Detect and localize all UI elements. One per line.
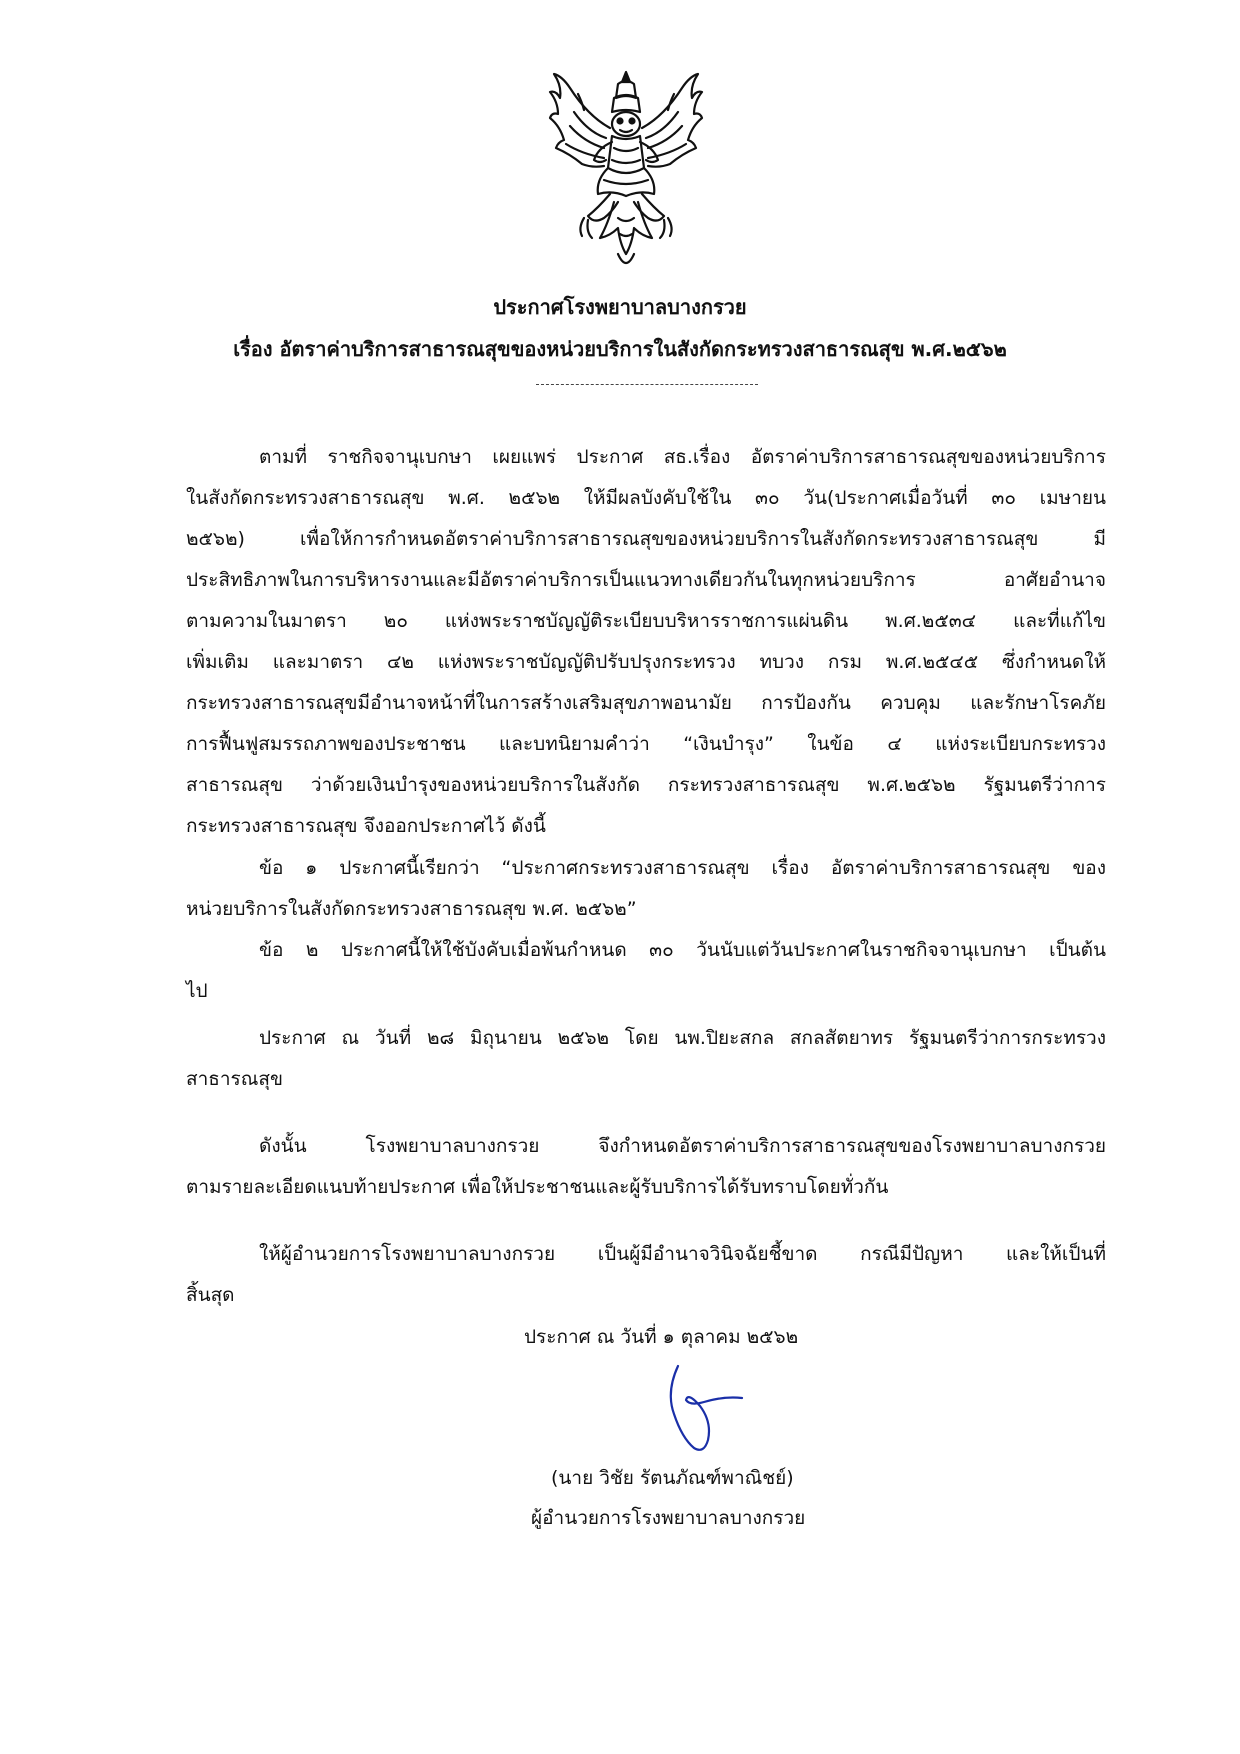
handwritten-signature [664,1362,744,1454]
signer-position: ผู้อำนวยการโรงพยาบาลบางกรวย [531,1507,806,1529]
hospital-paragraph-line: ตามรายละเอียดแนบท้ายประกาศ เพื่อให้ประชาชนและผู้รับบริการได้รับทราบโดยทั่วกัน [186,1176,889,1198]
garuda-emblem-icon [548,68,704,274]
clause-2-line: ไป [186,980,208,1002]
body-line: สาธารณสุข ว่าด้วยเงินบำรุงของหน่วยบริการในสังกัด กระทรวงสาธารณสุข พ.ศ.๒๕๖๒ รัฐมนตรีว่าการ [186,774,1106,796]
body-line: กระทรวงสาธารณสุขมีอำนาจหน้าที่ในการสร้างเสริมสุขภาพอนามัย การป้องกัน ควบคุม และรักษาโรคภัย [186,692,1106,714]
announced-line: สาธารณสุข [186,1068,283,1090]
signer-name: (นาย วิชัย รัตนภัณฑ์พาณิชย์) [551,1467,794,1489]
body-line: ตามความในมาตรา ๒๐ แห่งพระราชบัญญัติระเบียบบริหารราชการแผ่นดิน พ.ศ.๒๕๓๔ และที่แก้ไข [186,610,1106,632]
clause-1-line: ข้อ ๑ ประกาศนี้เรียกว่า “ประกาศกระทรวงสาธารณสุข เรื่อง อัตราค่าบริการสาธารณสุข ของ [259,857,1106,879]
authority-paragraph-line: ให้ผู้อำนวยการโรงพยาบาลบางกรวย เป็นผู้มีอำนาจวินิจฉัยชี้ขาด กรณีมีปัญหา และให้เป็นที่ [259,1243,1106,1265]
body-line: เพิ่มเติม และมาตรา ๔๒ แห่งพระราชบัญญัติปรับปรุงกระทรวง ทบวง กรม พ.ศ.๒๕๔๕ ซึ่งกำหนดให้ [186,651,1106,673]
clause-2-line: ข้อ ๒ ประกาศนี้ให้ใช้บังคับเมื่อพ้นกำหนด ๓๐ วันนับแต่วันประกาศในราชกิจจานุเบกษา เป็นต้น [259,939,1106,961]
body-line: ตามที่ ราชกิจจานุเบกษา เผยแพร่ ประกาศ สธ.เรื่อง อัตราค่าบริการสาธารณสุขของหน่วยบริการ [259,446,1106,468]
body-line: ในสังกัดกระทรวงสาธารณสุข พ.ศ. ๒๕๖๒ ให้มีผลบังคับใช้ใน ๓๐ วัน(ประกาศเมื่อวันที่ ๓๐ เมษายน [186,487,1106,509]
announcement-subject: เรื่อง อัตราค่าบริการสาธารณสุขของหน่วยบริการในสังกัดกระทรวงสาธารณสุข พ.ศ.๒๕๖๒ [233,337,1007,361]
authority-paragraph-line: สิ้นสุด [186,1284,235,1306]
announcement-title: ประกาศโรงพยาบาลบางกรวย [493,295,747,319]
body-line: การฟื้นฟูสมรรถภาพของประชาชน และบทนิยามคำว่า “เงินบำรุง” ในข้อ ๔ แห่งระเบียบกระทรวง [186,733,1106,755]
hospital-paragraph-line: ดังนั้น โรงพยาบาลบางกรวย จึงกำหนดอัตราค่าบริการสาธารณสุขของโรงพยาบาลบางกรวย [259,1135,1106,1157]
title-divider [536,384,758,385]
body-line: ๒๕๖๒) เพื่อให้การกำหนดอัตราค่าบริการสาธารณสุขของหน่วยบริการในสังกัดกระทรวงสาธารณสุข มี [186,528,1106,550]
body-line: กระทรวงสาธารณสุข จึงออกประกาศไว้ ดังนี้ [186,815,546,837]
clause-1-line: หน่วยบริการในสังกัดกระทรวงสาธารณสุข พ.ศ. ๒๕๖๒” [186,898,637,920]
announced-line: ประกาศ ณ วันที่ ๒๘ มิถุนายน ๒๕๖๒ โดย นพ.ปิยะสกล สกลสัตยาทร รัฐมนตรีว่าการกระทรวง [259,1027,1106,1049]
announcement-date: ประกาศ ณ วันที่ ๑ ตุลาคม ๒๕๖๒ [524,1326,799,1348]
body-line: ประสิทธิภาพในการบริหารงานและมีอัตราค่าบริการเป็นแนวทางเดียวกันในทุกหน่วยบริการ อาศัยอำนาจ [186,569,1106,591]
